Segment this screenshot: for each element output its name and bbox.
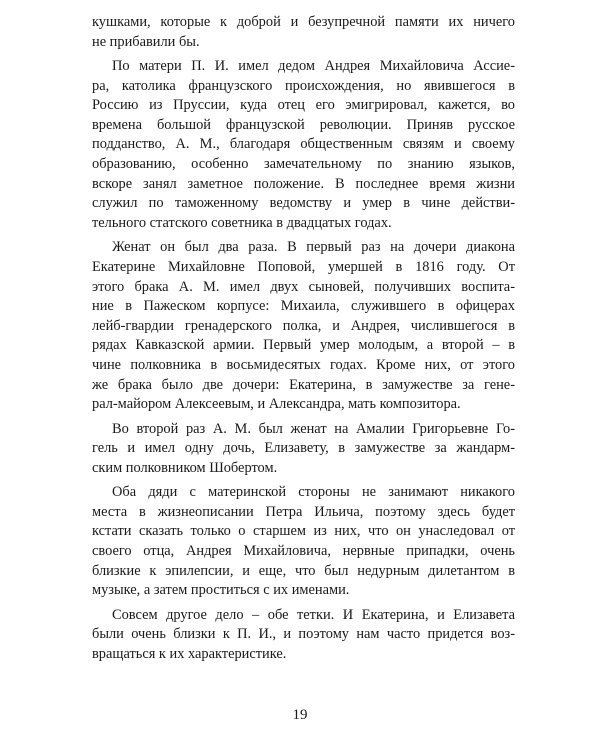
text-line: кушками, которые к доброй и безупречной памяти их ничего [92,14,515,30]
text-line: образованию, особенно замечательному по знанию языков, [92,156,515,173]
paragraph-6 [92,606,515,665]
text-line: кстати сказать только о старшем из них, что он унаследовал от [92,523,515,540]
paragraph-2 [92,57,515,234]
text-line: ским полковником Шобертом. [92,459,278,476]
text-line: времена большой французской революции. Приняв русское [92,116,515,133]
text-line: Екатерине Михайловне Поповой, умершей в 1816 году. От [92,258,515,275]
paragraph-5 [92,483,515,601]
page-body [92,13,515,669]
text-line: не прибавили бы. [92,33,200,50]
text-line: чине полковника в восьмидесятых годах. Кроме них, от этого [92,357,515,374]
text-line: ние в Пажеском корпусе: Михаила, служившего в офицерах [92,298,515,315]
text-line: рядах Кавказской армии. Первый умер молодым, а второй – в [92,337,515,354]
page-number: 19 [292,707,308,723]
text-line: гель и имел одну дочь, Елизавету, в замужестве за жандарм- [92,440,515,457]
text-line: Во второй раз А. М. был женат на Амалии Григорьевне Го- [112,420,515,437]
text-line: ра, католика французского происхождения, но явившегося в [92,77,515,94]
text-line: же брака было две дочери: Екатерина, в замужестве за гене- [92,376,515,393]
text-line: были очень близки к П. И., и поэтому нам часто придется воз- [92,626,515,643]
paragraph-4 [92,420,515,479]
text-line: По матери П. И. имел дедом Андрея Михайловича Ассие- [112,57,515,74]
text-line: подданство, А. М., благодаря общественным связям и своему [92,136,515,153]
text-line: Женат он был два раза. В первый раз на дочери диакона [112,239,515,256]
text-line: лейб-гвардии гренадерского полка, и Андрея, числившегося в [92,317,515,334]
text-line: места в жизнеописании Петра Ильича, поэтому здесь будет [92,503,515,520]
text-line: тельного статского советника в двадцатых годах. [92,215,392,231]
text-line: своего отца, Андрея Михайловича, нервные припадки, очень [92,543,515,560]
text-line: этого брака А. М. имел двух сыновей, получивших воспита- [92,278,515,295]
paragraph-3 [92,238,515,415]
text-line: близкие к эпилепсии, и еще, что был недурным дилетантом в [92,562,515,579]
text-line: Совсем другое дело – обе тетки. И Екатерина, и Елизавета [112,606,515,623]
text-line: рал-майором Алексеевым, и Александра, мать композитора. [92,396,461,413]
text-line: вращаться к их характеристике. [92,645,287,662]
text-line: музыке, а затем проститься с их именами. [92,582,350,599]
text-line: служил по таможенному ведомству и умер в чине действи- [92,195,515,212]
text-line: вскоре занял заметное положение. В последнее время жизни [92,175,515,192]
paragraph-1 [92,13,515,52]
text-line: Оба дяди с материнской стороны не занимают никакого [112,484,515,501]
text-line: Россию из Пруссии, куда отец его эмигрировал, кажется, во [92,97,515,114]
